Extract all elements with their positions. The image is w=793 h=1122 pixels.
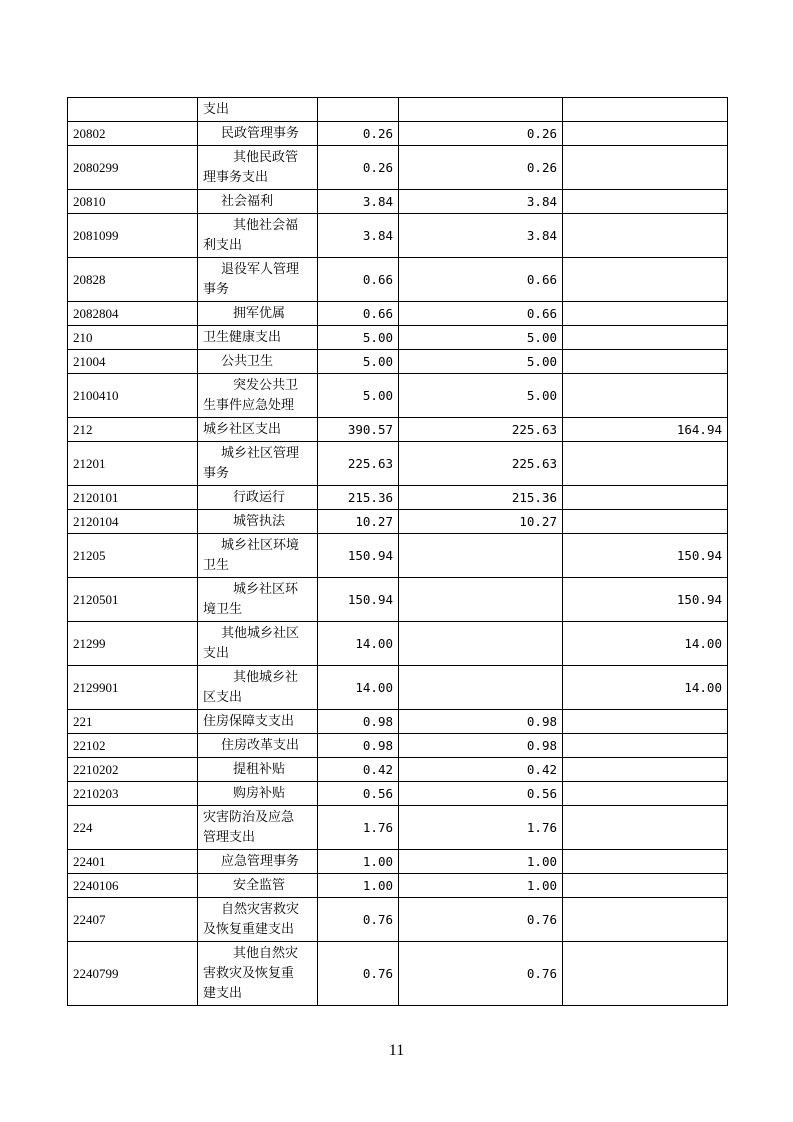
- subject-code-cell: 2120104: [68, 510, 198, 534]
- table-row: [68, 350, 728, 374]
- subject-name-cell: [198, 190, 318, 214]
- subject-name-line: 建支出: [203, 985, 243, 1001]
- subject-name-line: 其他民政管: [233, 149, 299, 165]
- table-row: [68, 146, 728, 190]
- total-amount-cell: [318, 98, 399, 122]
- subject-name-line: 行政运行: [233, 489, 286, 505]
- subject-name-cell: [198, 350, 318, 374]
- table-row: [68, 326, 728, 350]
- basic-amount-cell: 225.63: [399, 442, 563, 486]
- subject-name-cell: [198, 874, 318, 898]
- subject-code-cell: 21201: [68, 442, 198, 486]
- table-row: [68, 442, 728, 486]
- total-amount-cell: 0.76: [318, 942, 399, 1006]
- basic-amount-cell: 0.42: [399, 758, 563, 782]
- basic-amount-cell: 5.00: [399, 350, 563, 374]
- subject-name-line: 利支出: [203, 237, 243, 253]
- subject-name-cell: [198, 782, 318, 806]
- subject-code-cell: 20802: [68, 122, 198, 146]
- table-row: [68, 374, 728, 418]
- project-amount-cell: 150.94: [563, 578, 728, 622]
- total-amount-cell: 1.00: [318, 874, 399, 898]
- table-row: [68, 122, 728, 146]
- subject-name-line: 卫生健康支出: [203, 329, 282, 345]
- subject-name-cell: [198, 214, 318, 258]
- table-row: [68, 486, 728, 510]
- project-amount-cell: [563, 806, 728, 850]
- subject-name-line: 住房保障支支出: [203, 713, 295, 729]
- basic-amount-cell: [399, 534, 563, 578]
- total-amount-cell: 0.26: [318, 146, 399, 190]
- subject-name-line: 生事件应急处理: [203, 397, 295, 413]
- total-amount-cell: 3.84: [318, 190, 399, 214]
- subject-code-cell: 2082804: [68, 302, 198, 326]
- basic-amount-cell: [399, 98, 563, 122]
- table-row: [68, 666, 728, 710]
- project-amount-cell: [563, 898, 728, 942]
- subject-name-cell: [198, 622, 318, 666]
- subject-code-cell: 20828: [68, 258, 198, 302]
- project-amount-cell: [563, 874, 728, 898]
- subject-name-cell: [198, 806, 318, 850]
- basic-amount-cell: 0.76: [399, 898, 563, 942]
- expenditure-table-body: [68, 98, 728, 1006]
- basic-amount-cell: 0.56: [399, 782, 563, 806]
- project-amount-cell: [563, 214, 728, 258]
- subject-name-line: 支出: [203, 101, 230, 117]
- basic-amount-cell: 0.66: [399, 302, 563, 326]
- subject-name-line: 应急管理事务: [221, 853, 300, 869]
- table-row: [68, 710, 728, 734]
- subject-name-line: 住房改革支出: [221, 737, 300, 753]
- subject-name-cell: [198, 486, 318, 510]
- subject-name-line: 及恢复重建支出: [203, 921, 295, 937]
- subject-code-cell: 22401: [68, 850, 198, 874]
- subject-code-cell: 2240106: [68, 874, 198, 898]
- subject-name-line: 拥军优属: [233, 305, 286, 321]
- basic-amount-cell: 0.26: [399, 146, 563, 190]
- total-amount-cell: 0.76: [318, 898, 399, 942]
- project-amount-cell: [563, 302, 728, 326]
- subject-code-cell: 2210203: [68, 782, 198, 806]
- total-amount-cell: 14.00: [318, 622, 399, 666]
- subject-name-cell: [198, 326, 318, 350]
- subject-name-line: 其他城乡社: [233, 669, 299, 685]
- basic-amount-cell: 3.84: [399, 190, 563, 214]
- basic-amount-cell: 0.66: [399, 258, 563, 302]
- subject-name-cell: [198, 442, 318, 486]
- subject-name-line: 退役军人管理: [221, 261, 300, 277]
- project-amount-cell: [563, 326, 728, 350]
- project-amount-cell: [563, 190, 728, 214]
- total-amount-cell: 0.98: [318, 710, 399, 734]
- subject-name-line: 公共卫生: [221, 353, 274, 369]
- subject-name-cell: [198, 758, 318, 782]
- project-amount-cell: 14.00: [563, 622, 728, 666]
- subject-name-cell: [198, 666, 318, 710]
- table-row: [68, 510, 728, 534]
- subject-name-line: 灾害防治及应急: [203, 809, 295, 825]
- subject-name-cell: [198, 734, 318, 758]
- subject-name-line: 城乡社区管理: [221, 445, 300, 461]
- project-amount-cell: [563, 146, 728, 190]
- total-amount-cell: 0.66: [318, 258, 399, 302]
- subject-name-cell: [198, 374, 318, 418]
- subject-code-cell: 22407: [68, 898, 198, 942]
- table-row: [68, 782, 728, 806]
- subject-name-cell: [198, 510, 318, 534]
- subject-code-cell: 21205: [68, 534, 198, 578]
- table-row: [68, 622, 728, 666]
- total-amount-cell: 0.66: [318, 302, 399, 326]
- basic-amount-cell: 225.63: [399, 418, 563, 442]
- basic-amount-cell: 215.36: [399, 486, 563, 510]
- project-amount-cell: [563, 734, 728, 758]
- total-amount-cell: 0.26: [318, 122, 399, 146]
- project-amount-cell: [563, 486, 728, 510]
- subject-code-cell: 22102: [68, 734, 198, 758]
- subject-name-line: 区支出: [203, 689, 243, 705]
- subject-code-cell: 2080299: [68, 146, 198, 190]
- subject-code-cell: 2120101: [68, 486, 198, 510]
- project-amount-cell: [563, 850, 728, 874]
- subject-name-cell: [198, 418, 318, 442]
- total-amount-cell: 5.00: [318, 326, 399, 350]
- subject-name-line: 事务: [203, 465, 230, 481]
- project-amount-cell: [563, 374, 728, 418]
- table-row: [68, 98, 728, 122]
- subject-code-cell: 2210202: [68, 758, 198, 782]
- subject-name-line: 理事务支出: [203, 169, 269, 185]
- total-amount-cell: 390.57: [318, 418, 399, 442]
- subject-code-cell: 210: [68, 326, 198, 350]
- subject-name-line: 城管执法: [233, 513, 286, 529]
- total-amount-cell: 10.27: [318, 510, 399, 534]
- basic-amount-cell: 3.84: [399, 214, 563, 258]
- subject-code-cell: 2100410: [68, 374, 198, 418]
- subject-name-line: 事务: [203, 281, 230, 297]
- subject-code-cell: 21299: [68, 622, 198, 666]
- total-amount-cell: 5.00: [318, 350, 399, 374]
- project-amount-cell: 150.94: [563, 534, 728, 578]
- subject-name-line: 城乡社区环境: [221, 537, 300, 553]
- total-amount-cell: 0.98: [318, 734, 399, 758]
- basic-amount-cell: 5.00: [399, 326, 563, 350]
- table-row: [68, 898, 728, 942]
- subject-name-line: 其他城乡社区: [221, 625, 300, 641]
- table-row: [68, 418, 728, 442]
- total-amount-cell: 0.56: [318, 782, 399, 806]
- basic-amount-cell: 1.76: [399, 806, 563, 850]
- table-row: [68, 534, 728, 578]
- table-row: [68, 850, 728, 874]
- subject-name-line: 害救灾及恢复重: [203, 965, 295, 981]
- subject-name-line: 自然灾害救灾: [221, 901, 300, 917]
- basic-amount-cell: 0.98: [399, 710, 563, 734]
- table-row: [68, 190, 728, 214]
- total-amount-cell: 225.63: [318, 442, 399, 486]
- basic-amount-cell: 0.76: [399, 942, 563, 1006]
- project-amount-cell: [563, 942, 728, 1006]
- subject-name-cell: [198, 578, 318, 622]
- subject-name-cell: [198, 942, 318, 1006]
- basic-amount-cell: 5.00: [399, 374, 563, 418]
- subject-name-cell: [198, 146, 318, 190]
- basic-amount-cell: 0.98: [399, 734, 563, 758]
- subject-name-line: 卫生: [203, 557, 230, 573]
- subject-name-cell: [198, 302, 318, 326]
- subject-code-cell: 20810: [68, 190, 198, 214]
- project-amount-cell: [563, 758, 728, 782]
- subject-name-line: 城乡社区支出: [203, 421, 282, 437]
- project-amount-cell: [563, 442, 728, 486]
- basic-amount-cell: 1.00: [399, 850, 563, 874]
- total-amount-cell: 3.84: [318, 214, 399, 258]
- total-amount-cell: 215.36: [318, 486, 399, 510]
- project-amount-cell: [563, 710, 728, 734]
- subject-name-line: 其他社会福: [233, 217, 299, 233]
- subject-name-line: 购房补贴: [233, 785, 286, 801]
- total-amount-cell: 5.00: [318, 374, 399, 418]
- page-number: 11: [388, 1042, 405, 1059]
- total-amount-cell: 1.00: [318, 850, 399, 874]
- table-row: [68, 874, 728, 898]
- subject-name-line: 其他自然灾: [233, 945, 299, 961]
- subject-name-cell: [198, 122, 318, 146]
- project-amount-cell: [563, 258, 728, 302]
- subject-name-cell: [198, 98, 318, 122]
- table-row: [68, 734, 728, 758]
- table-row: [68, 302, 728, 326]
- subject-code-cell: 212: [68, 418, 198, 442]
- table-row: [68, 806, 728, 850]
- subject-name-line: 民政管理事务: [221, 125, 300, 141]
- basic-amount-cell: 10.27: [399, 510, 563, 534]
- subject-code-cell: 2081099: [68, 214, 198, 258]
- table-row: [68, 578, 728, 622]
- total-amount-cell: 0.42: [318, 758, 399, 782]
- total-amount-cell: 1.76: [318, 806, 399, 850]
- subject-code-cell: 224: [68, 806, 198, 850]
- basic-amount-cell: [399, 666, 563, 710]
- project-amount-cell: 164.94: [563, 418, 728, 442]
- subject-name-line: 安全监管: [233, 877, 286, 893]
- subject-code-cell: 2240799: [68, 942, 198, 1006]
- basic-amount-cell: 1.00: [399, 874, 563, 898]
- total-amount-cell: 150.94: [318, 578, 399, 622]
- expenditure-table: [67, 97, 728, 1006]
- total-amount-cell: 150.94: [318, 534, 399, 578]
- total-amount-cell: 14.00: [318, 666, 399, 710]
- basic-amount-cell: [399, 622, 563, 666]
- subject-name-line: 管理支出: [203, 829, 256, 845]
- subject-name-cell: [198, 898, 318, 942]
- project-amount-cell: [563, 510, 728, 534]
- project-amount-cell: [563, 98, 728, 122]
- subject-code-cell: 2120501: [68, 578, 198, 622]
- basic-amount-cell: 0.26: [399, 122, 563, 146]
- subject-name-line: 提租补贴: [233, 761, 286, 777]
- subject-name-line: 突发公共卫: [233, 377, 299, 393]
- project-amount-cell: 14.00: [563, 666, 728, 710]
- subject-name-cell: [198, 258, 318, 302]
- subject-name-cell: [198, 710, 318, 734]
- subject-code-cell: 221: [68, 710, 198, 734]
- subject-code-cell: 2129901: [68, 666, 198, 710]
- subject-name-line: 支出: [203, 645, 230, 661]
- table-row: [68, 258, 728, 302]
- subject-name-line: 境卫生: [203, 601, 243, 617]
- table-row: [68, 758, 728, 782]
- subject-name-line: 社会福利: [221, 193, 274, 209]
- project-amount-cell: [563, 122, 728, 146]
- project-amount-cell: [563, 782, 728, 806]
- project-amount-cell: [563, 350, 728, 374]
- subject-code-cell: 21004: [68, 350, 198, 374]
- table-row: [68, 942, 728, 1006]
- subject-name-cell: [198, 534, 318, 578]
- table-row: [68, 214, 728, 258]
- basic-amount-cell: [399, 578, 563, 622]
- subject-code-cell: [68, 98, 198, 122]
- subject-name-cell: [198, 850, 318, 874]
- subject-name-line: 城乡社区环: [233, 581, 299, 597]
